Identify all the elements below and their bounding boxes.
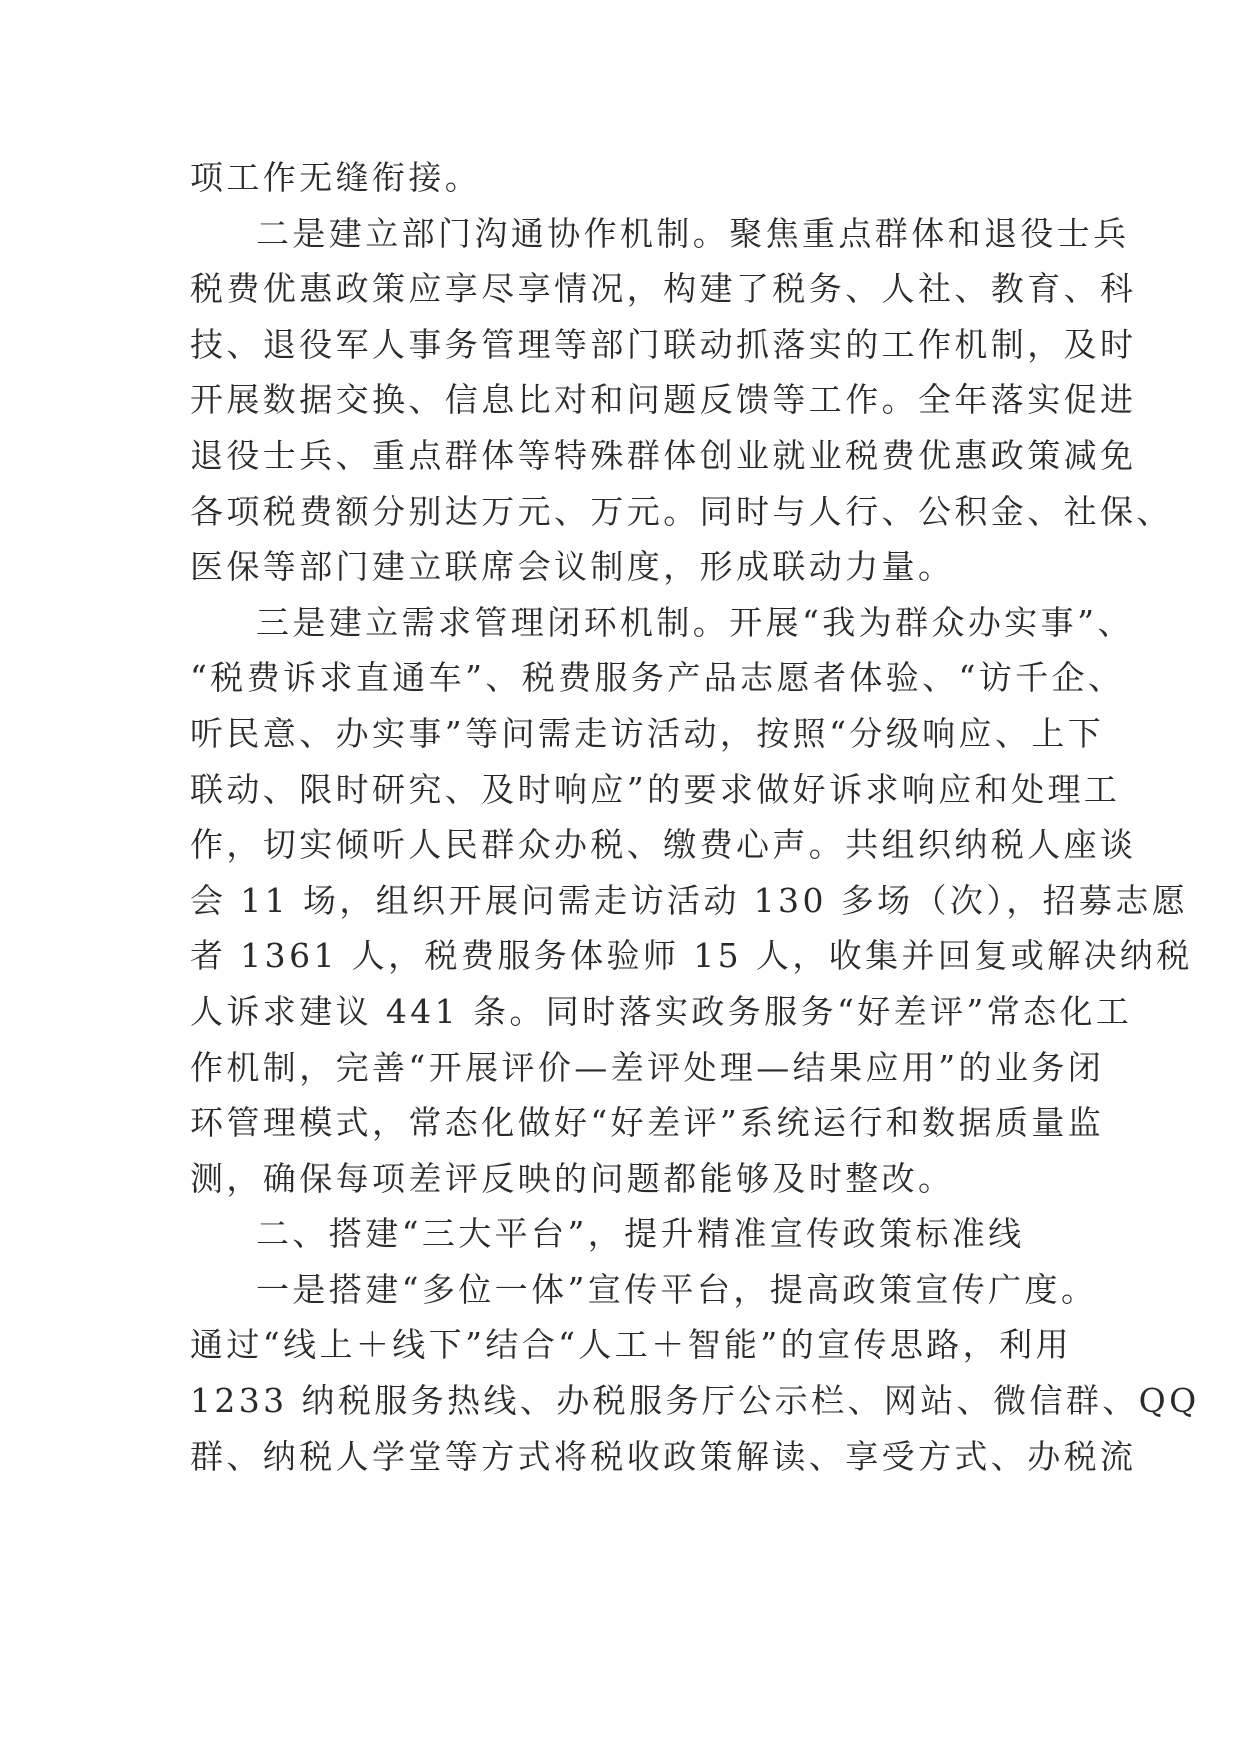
paragraph-line-10: “税费诉求直通车”、税费服务产品志愿者体验、“访千企、 [190,658,1125,698]
paragraph-line-19: 测，确保每项差评反映的问题都能够及时整改。 [190,1158,955,1198]
paragraph-line-17: 作机制，完善“开展评价—差评处理—结果应用”的业务闭 [190,1047,1105,1087]
paragraph-line-14: 会 11 场，组织开展问需走访活动 130 多场（次），招募志愿 [190,880,1189,920]
paragraph-line-18: 环管理模式，常态化做好“好差评”系统运行和数据质量监 [190,1103,1105,1143]
paragraph-line-24: 群、纳税人学堂等方式将税收政策解读、享受方式、办税流 [190,1436,1137,1476]
paragraph-line-23: 1233 纳税服务热线、办税服务厅公示栏、网站、微信群、QQ [190,1381,1200,1421]
paragraph-line-7: 各项税费额分别达万元、万元。同时与人行、公积金、社保、 [190,491,1173,531]
paragraph-line-13: 作，切实倾听人民群众办税、缴费心声。共组织纳税人座谈 [190,825,1137,865]
paragraph-line-21: 一是搭建“多位一体”宣传平台，提高政策宣传广度。 [256,1269,1098,1309]
paragraph-line-9: 三是建立需求管理闭环机制。开展“我为群众办实事”、 [256,602,1134,642]
paragraph-line-4: 技、退役军人事务管理等部门联动抓落实的工作机制，及时 [190,324,1137,364]
paragraph-line-3: 税费优惠政策应享尽享情况，构建了税务、人社、教育、科 [190,269,1137,309]
document-body [190,150,1200,1484]
section-heading: 二、搭建“三大平台”，提升精准宣传政策标准线 [256,1214,1025,1254]
paragraph-line-1: 项工作无缝衔接。 [190,158,482,197]
paragraph-line-2: 二是建立部门沟通协作机制。聚焦重点群体和退役士兵 [256,213,1130,253]
paragraph-line-22: 通过“线上＋线下”结合“人工＋智能”的宣传思路，利用 [190,1325,1072,1365]
paragraph-line-16: 人诉求建议 441 条。同时落实政务服务“好差评”常态化工 [190,991,1133,1031]
paragraph-line-11: 听民意、办实事”等问需走访活动，按照“分级响应、上下 [190,713,1105,753]
paragraph-line-12: 联动、限时研究、及时响应”的要求做好诉求响应和处理工 [190,769,1121,809]
paragraph-line-15: 者 1361 人，税费服务体验师 15 人，收集并回复或解决纳税 [190,936,1193,976]
paragraph-line-5: 开展数据交换、信息比对和问题反馈等工作。全年落实促进 [190,380,1137,420]
paragraph-line-6: 退役士兵、重点群体等特殊群体创业就业税费优惠政策减免 [190,435,1137,475]
paragraph-line-8: 医保等部门建立联席会议制度，形成联动力量。 [190,547,955,587]
